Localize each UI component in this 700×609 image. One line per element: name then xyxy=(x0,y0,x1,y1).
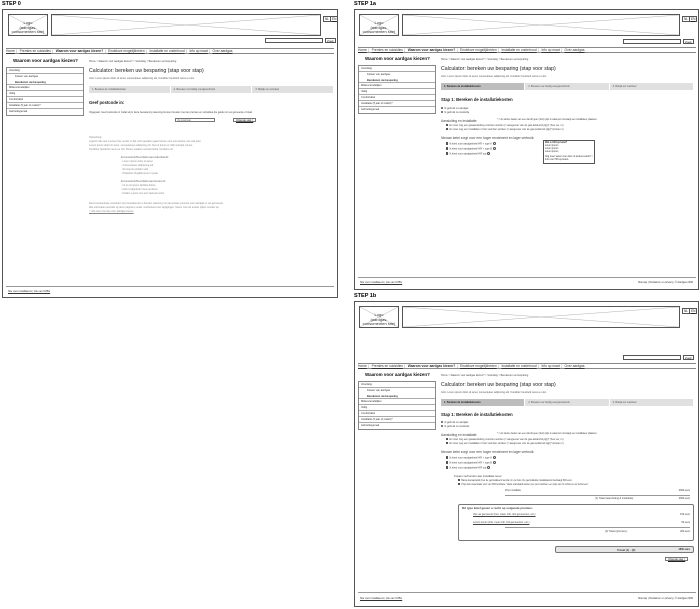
sidebar-item-comfortabel[interactable]: Comfortabel xyxy=(7,97,83,103)
cost-amount: 2000 euro xyxy=(678,489,690,492)
search-input[interactable] xyxy=(623,355,681,360)
tooltip-line: Lorem ipsum xyxy=(545,145,559,147)
search-button[interactable]: Zoek xyxy=(327,39,334,43)
grand-total-amount: 1800 euro xyxy=(678,548,690,551)
radio-aardgas[interactable]: Ik gebruik nu aardgas xyxy=(441,421,468,424)
total-premium-amount: 200 euro xyxy=(680,530,690,533)
nav-waarom[interactable]: Waarom voor aardgas kiezen? xyxy=(55,49,104,53)
nav-premies[interactable]: Premies en subsidies xyxy=(371,48,403,52)
postcode-instruction: Opgepast: Geef postcode in zodat wij in deze berekening rekening kunnen houden met de premies en subsidies die gelden in uw gemeente of stad. xyxy=(89,111,253,114)
radio-stookolie[interactable]: Ik gebruik nu stookolie xyxy=(441,425,469,428)
sidebar-item-installatie[interactable]: Installatie (5 jaar of ouder)? xyxy=(359,417,435,423)
page-heading: Waarom voor aardgas kiezen? xyxy=(365,372,430,377)
lang-nl-button[interactable]: NL xyxy=(684,17,689,21)
connection-option-2[interactable]: Er moet nog een installatie in huis voorzien worden (= aangevoer van de gas-kelder/uit pijp)* (kosten n) xyxy=(446,128,564,131)
logo[interactable] xyxy=(359,14,399,36)
search-button[interactable]: Zoek xyxy=(685,40,692,44)
connection-option-1[interactable]: Er moet nog een gasaansluiting voorzien worden (= aangevoer van de gas-kelder/uit pijp)* (hoe ver, m) xyxy=(446,124,563,127)
banner-image xyxy=(51,14,321,36)
footer-links[interactable]: Site over installateurs | site van KVBG xyxy=(8,290,51,293)
list1-title: Economisch/Voordelen aan zekerbeleid: xyxy=(121,156,169,159)
calculator-intro: Intro: Lorem ipsum dolor sit amet, consectetuer adipiscing elit. Curabitur hendrerit netus eu nisi. xyxy=(89,77,195,80)
premium-line-1[interactable]: Van uw gemeente (fout, staat, info, link gemeenten, etc.) xyxy=(473,513,536,516)
sidebar-item-gebruiksgemak[interactable]: Gebruiksgemak xyxy=(361,424,380,427)
premium-amount-1: 150 euro xyxy=(680,513,690,516)
sidebar-item-veilig[interactable]: Veilig xyxy=(359,405,435,411)
lang-nl-button[interactable]: NL xyxy=(325,17,330,21)
logo-text: Logo (aardgas- consumenten site) xyxy=(362,312,396,326)
boiler-option-1[interactable]: Ik kiest voor aardgasketel HR + type A xyxy=(446,142,496,146)
sidebar-item-milieu[interactable]: Milieuvriendelijker xyxy=(7,85,83,91)
nav-mogelijkheden[interactable]: Eindeloze mogelijkheden xyxy=(460,364,497,368)
sidebar-item-kosten[interactable]: Kosten van aardgas xyxy=(367,389,391,392)
boiler-option-2[interactable]: Ik kiest voor aardgasketel HR + type B xyxy=(446,147,496,151)
premium-title: Dit type ketel geven u recht op volgende premies: xyxy=(462,506,533,510)
next-step-button[interactable]: Volgende stap > xyxy=(665,557,688,561)
calculator-title: Calculator: bereken uw besparing (stap voor stap) xyxy=(441,66,556,72)
boiler-option-3[interactable]: Ik kiest voor aardgasketel HR top xyxy=(446,152,490,156)
sidebar-item-gebruiksgemak[interactable]: Gebruiksgemak xyxy=(361,108,380,111)
connection-note: * = de karnie dealer van een dat dit geen (fout) prijs is waarvoor uitvraagt een installateur plaatsen. xyxy=(497,433,598,435)
nav-installatie[interactable]: Installatie en onderhoud xyxy=(501,48,537,52)
nav-premies[interactable]: Premies en subsidies xyxy=(371,364,403,368)
lang-en-button[interactable]: EN xyxy=(691,17,696,21)
step-tabs xyxy=(441,83,693,90)
breadcrumb[interactable]: Home > Waarom voor aardgas kiezen? > Voordelig > Berekenen uw besparing xyxy=(441,58,529,61)
footer-divider xyxy=(358,277,696,278)
footer-links[interactable]: Site over installateurs | site van KVBG xyxy=(360,281,403,284)
banner-image xyxy=(402,14,680,36)
main-nav: Home | Premies en subsidies | Waarom voor aardgas kiezen? | Eindeloze mogelijkheden | Installatie en onderhoud | Info op maat | Over aardgas xyxy=(358,47,696,53)
banner-image xyxy=(402,306,680,328)
sidebar-item-installatie[interactable]: Installatie (5 jaar of ouder)? xyxy=(359,101,435,107)
nav-home[interactable]: Home xyxy=(358,364,367,368)
costs-line-1[interactable]: Basis-transactiekit (met de geïnstalleerd worden in uw huis. De gemiddelde installatiekost bedraagt 600 euro. xyxy=(458,479,572,482)
step-tab-2: 2. Bereken uw huidig energieverbruik xyxy=(525,399,608,406)
costs-title: Kosten verbonden aan installatie lener: xyxy=(454,474,503,478)
footer-divider xyxy=(6,286,334,287)
info-icon[interactable] xyxy=(487,466,490,469)
sidebar xyxy=(6,67,84,116)
sidebar xyxy=(358,381,436,430)
step-1b-label: STEP 1b xyxy=(354,293,377,299)
list2-item: - Nullam a justo non sem laoreet luctus xyxy=(121,192,165,195)
connection-title: Aansluiting en installatie: xyxy=(441,433,478,437)
sidebar-item-kosten[interactable]: Kosten van aardgas xyxy=(367,73,391,76)
nav-over[interactable]: Over aardgas xyxy=(212,49,233,53)
step-tab-1: 1. Bereken de installatiekosten xyxy=(441,83,524,90)
connection-option-1[interactable]: Er moet nog een gasaansluiting voorzien worden (= aangevoer van de gas-kelder/uit pijp)* (hoe ver, m) xyxy=(446,438,563,441)
connection-option-2[interactable]: Er moet nog een installatie in huis voorzien worden (= aangevoer van de gas-kelder/uit pijp)* (kosten n) xyxy=(446,442,564,445)
bottom-link[interactable]: > Info over premies voor aardgas kiezen xyxy=(89,210,134,213)
info-icon[interactable] xyxy=(493,461,496,464)
main-nav: Home | Premies en subsidies | Waarom voor aardgas kiezen? | Eindeloze mogelijkheden | Installatie en onderhoud | Info op maat | Over aardgas xyxy=(6,48,334,54)
list1-item: - Sit mauris porttitor velit xyxy=(121,168,148,171)
search-button[interactable]: Zoek xyxy=(685,356,692,360)
note-line: Curabitur hendrerit netus eu nisi. Donec sodales suscipit tellus, tincidunt est. xyxy=(89,148,174,151)
nav-installatie[interactable]: Installatie en onderhoud xyxy=(149,49,185,53)
tooltip-footer[interactable]: Nog meer weten over deze of andere ketels? > Info over HR top ketels xyxy=(545,156,593,161)
boiler-title: Nieuwe ketel zorgt voor een hoger rendement en lager verbruik: xyxy=(441,450,535,454)
list2-title: Economisch/Voordelen aan kosten w: xyxy=(121,180,166,183)
step-1a-label: STEP 1a xyxy=(354,1,376,7)
note-line: Logisch dat veel mensen hier eerder in dat soort gevallen gaan kiezen voor iets anders, iets wat past. xyxy=(89,140,202,143)
sidebar-item-milieu[interactable]: Milieuvriendelijker xyxy=(359,399,435,405)
search-input[interactable] xyxy=(265,38,323,43)
sum-divider xyxy=(505,495,690,496)
lang-en-button[interactable]: EN xyxy=(332,17,337,21)
step1-heading: Stap 1: Bereken de installatiekosten xyxy=(441,412,513,417)
tooltip-title: Wat is HR top ketel? xyxy=(545,142,568,144)
connection-title: Aansluiting en installatie: xyxy=(441,119,478,123)
sidebar-item-comfortabel[interactable]: Comfortabel xyxy=(359,411,435,417)
page-heading: Waarom voor aardgas kiezen? xyxy=(13,58,78,63)
list1-item: - Consectetuer adipiscing elit xyxy=(121,164,154,167)
nav-over[interactable]: Over aardgas xyxy=(564,364,585,368)
sidebar-item-berekenen[interactable]: Berekenen uw besparing xyxy=(7,80,83,86)
sidebar-item-kosten[interactable]: Kosten van aardgas xyxy=(15,75,39,78)
step-tab-3: 3. Bekijk uw voordeel xyxy=(610,399,693,406)
calculator-intro: Intro: Lorem ipsum dolor sit amet, consectetuer adipiscing elit. Curabitur hendrerit netus eu nisi. xyxy=(441,391,547,394)
total-install-amount: 2000 euro xyxy=(678,497,690,500)
search-input[interactable] xyxy=(623,39,681,44)
premium-amount-2: 50 euro xyxy=(681,521,690,524)
sidebar-item-installatie[interactable]: Installatie (5 jaar of ouder)? xyxy=(7,103,83,109)
step-tab-3: 3. Bekijk uw voordeel xyxy=(252,86,333,93)
step-tab-3: 3. Bekijk uw voordeel xyxy=(610,83,693,90)
radio-aardgas[interactable]: Ik gebruik nu aardgas xyxy=(441,107,468,110)
list2-item: - Ut ut est ipsum facilisis dolore xyxy=(121,184,156,187)
nav-mogelijkheden[interactable]: Eindeloze mogelijkheden xyxy=(460,48,497,52)
lang-en-button[interactable]: EN xyxy=(691,309,696,313)
sidebar-item-voordelig[interactable]: Voordelig xyxy=(7,68,83,74)
calculator-intro: Intro: Lorem ipsum dolor sit amet, consectetuer adipiscing elit. Curabitur hendrerit netus eu nisi. xyxy=(441,75,547,78)
grand-total-label: Totaal (1) - (2): xyxy=(617,548,637,552)
bottom-note: Alle informatie verstrekt op deze pagina is onder voorbehoud van wijzigingen. Neem voor de exacte cijfers contact op. xyxy=(89,206,220,209)
connection-note: * = de karnie dealer van een dat dit geen (fout) prijs is waarvoor uitvraagt een installateur plaatsen. xyxy=(497,119,598,121)
logo[interactable] xyxy=(359,306,399,328)
footer-legal[interactable]: Sitemap | Disclaimer en privacy | © Aardgas 2006 xyxy=(638,281,693,284)
boiler-option-2[interactable]: Ik kiest voor aardgasketel HR + type B xyxy=(446,461,496,465)
step1-heading: Stap 1: Bereken de installatiekosten xyxy=(441,97,513,102)
calculator-title: Calculator: bereken uw besparing (stap voor stap) xyxy=(441,382,556,388)
bottom-note: Deze berekenbare voordelen zijn benaderend en houden rekening met de actuele premies voor aardgas in uw gemeente. xyxy=(89,202,224,205)
logo-text: Logo (aardgas- consumenten site) xyxy=(362,20,396,34)
footer-legal[interactable]: Sitemap | Disclaimer en privacy | © Aardgas 2006 xyxy=(638,597,693,600)
footer-divider xyxy=(358,592,696,593)
total-premium-label: (2) Totaal (premies): xyxy=(605,530,628,533)
total-install-label: (1) Totaal (aansluiting & installatie): xyxy=(595,497,634,500)
step-tab-1: 1. Bereken de installatiekosten xyxy=(441,399,524,406)
logo[interactable] xyxy=(8,14,48,36)
nav-over[interactable]: Over aardgas xyxy=(564,48,585,52)
wireframe-step-1b xyxy=(354,301,699,607)
premium-line-2[interactable]: Lorem ipsum (info, meer info, link gemeenten, etc.) xyxy=(473,521,530,524)
sidebar-item-veilig[interactable]: Veilig xyxy=(7,91,83,97)
list1-item: - Lorem ipsum dolor sit amet xyxy=(121,160,153,163)
sidebar-item-gebruiksgemak[interactable]: Gebruiksgemak xyxy=(9,110,28,113)
note-line: Lorem ipsum dolor sit amet, consectetuer adipiscing elit. Sed ut ipsum et nibh volutpat cursus. xyxy=(89,144,193,147)
info-icon[interactable] xyxy=(487,152,490,155)
cost-label: Prijs installatie xyxy=(505,489,521,492)
list2-item: - Nam id dignissim risus ac libero xyxy=(121,188,158,191)
next-step-button[interactable]: Volgende stap > xyxy=(233,118,256,122)
nav-waarom[interactable]: Waarom voor aardgas kiezen? xyxy=(407,364,456,368)
list1-item: - Phasellus fringilla lorem in pede xyxy=(121,172,158,175)
main-nav: Home | Premies en subsidies | Waarom voor aardgas kiezen? | Eindeloze mogelijkheden | Installatie en onderhoud | Info op maat | Over aardgas xyxy=(358,363,696,369)
nav-info[interactable]: Info op maat xyxy=(541,364,560,368)
tooltip-line: Lorem ipsum xyxy=(545,151,559,153)
sidebar-item-berekenen[interactable]: Berekenen uw besparing xyxy=(359,78,435,84)
sum-divider xyxy=(505,527,690,528)
boiler-option-3[interactable]: Ik kiest voor aardgasketel HR top xyxy=(446,466,490,470)
step-tab-1: 1. Bereken de installatiekosten xyxy=(89,86,170,93)
tooltip-hr-top xyxy=(543,140,595,164)
nav-home[interactable]: Home xyxy=(6,49,15,53)
postcode-heading: Geef postcode in: xyxy=(89,100,125,105)
nav-info[interactable]: Info op maat xyxy=(541,48,560,52)
step-tab-2: 2. Bereken uw huidig energieverbruik xyxy=(171,86,252,93)
tooltip-line: Lorem ipsum xyxy=(545,148,559,150)
footer-links[interactable]: Site over installateurs | site van KVBG xyxy=(360,597,403,600)
info-icon[interactable] xyxy=(493,147,496,150)
logo-text: Logo (aardgas- consumenten site) xyxy=(11,20,45,34)
breadcrumb[interactable]: Home > Waarom voor aardgas kiezen? > Voordelig > Berekenen uw besparing xyxy=(441,374,529,377)
sidebar-item-berekenen[interactable]: Berekenen uw besparing xyxy=(359,394,435,400)
nav-mogelijkheden[interactable]: Eindeloze mogelijkheden xyxy=(108,49,145,53)
sidebar-item-voordelig[interactable]: Voordelig xyxy=(359,66,435,72)
radio-stookolie[interactable]: Ik gebruik nu stookolie xyxy=(441,111,469,114)
boiler-option-1[interactable]: Ik kiest voor aardgasketel HR + type A xyxy=(446,456,496,460)
nav-info[interactable]: Info op maat xyxy=(189,49,208,53)
breadcrumb[interactable]: Home > Waarom voor aardgas kiezen? > Voordelig > Berekenen uw besparing xyxy=(89,60,177,63)
page-heading: Waarom voor aardgas kiezen? xyxy=(365,56,430,61)
sidebar-item-milieu[interactable]: Milieuvriendelijker xyxy=(359,83,435,89)
costs-line-2[interactable]: Prijs stelt zekerstaat voor van 300 kostbare. Vaste standaard kosten per pers hebben een prijs van 'Ik schat en uw schat een' xyxy=(458,483,588,486)
wireframe-step-1a xyxy=(354,9,699,290)
info-icon[interactable] xyxy=(493,456,496,459)
step-0-label: STEP 0 xyxy=(2,1,21,7)
calculator-title: Calculator: bereken uw besparing (stap voor stap) xyxy=(89,68,204,74)
step-tabs xyxy=(441,399,693,406)
lang-nl-button[interactable]: NL xyxy=(684,309,689,313)
nav-waarom[interactable]: Waarom voor aardgas kiezen? xyxy=(407,48,456,52)
nav-installatie[interactable]: Installatie en onderhoud xyxy=(501,364,537,368)
wireframe-step-0 xyxy=(2,9,338,298)
note-title: Opmerking: xyxy=(89,136,102,139)
sidebar-item-comfortabel[interactable]: Comfortabel xyxy=(359,95,435,101)
boiler-title: Nieuwe ketel zorgt voor een hoger rendement en lager verbruik: xyxy=(441,136,535,140)
step-tab-2: 2. Bereken uw huidig energieverbruik xyxy=(525,83,608,90)
nav-home[interactable]: Home xyxy=(358,48,367,52)
info-icon[interactable] xyxy=(493,142,496,145)
sidebar xyxy=(358,65,436,114)
nav-premies[interactable]: Premies en subsidies xyxy=(19,49,51,53)
sidebar-item-veilig[interactable]: Veilig xyxy=(359,89,435,95)
sidebar-item-voordelig[interactable]: Voordelig xyxy=(359,382,435,388)
step-tabs xyxy=(89,86,333,93)
postcode-input[interactable]: Uw postcode xyxy=(175,118,215,122)
